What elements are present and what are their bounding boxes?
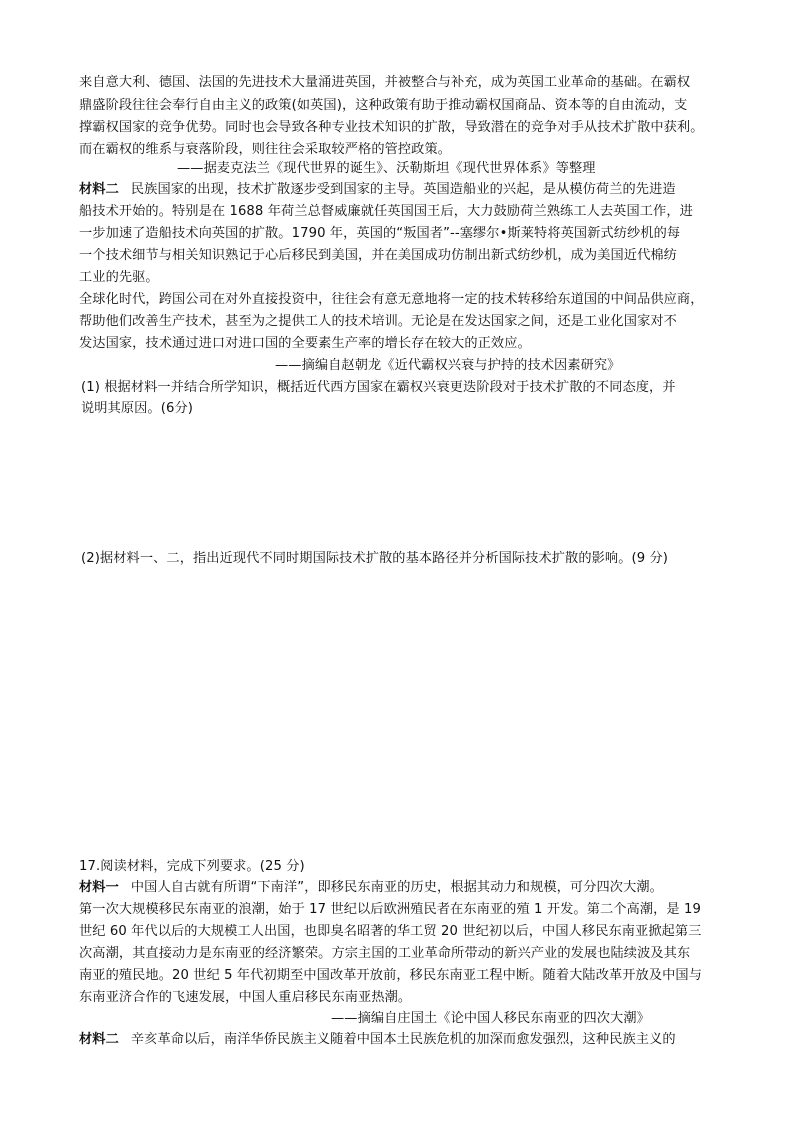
q17-material1-line-6: 东南亚济合作的飞速发展，中国人重启移民东南亚热潮。: [79, 990, 412, 1005]
question-17-heading: 17.阅读材料，完成下列要求。(25 分): [79, 859, 305, 874]
material2-line-1: [79, 180, 676, 200]
material1-line-4: 而在霸权的维系与衰落阶段，则往往会采取较严格的管控政策。: [79, 142, 452, 157]
material1-line-1: 来自意大利、德国、法国的先进技术大量涌进英国，并被整合与补充，成为英国工业革命的基础。在霸权: [79, 75, 691, 90]
question-1-line-2: 说明其原因。(6分): [81, 401, 193, 416]
q17-material2-text-1: 辛亥革命以后，南洋华侨民族主义随着中国本土民族危机的加深而愈发强烈，这种民族主义的: [130, 1032, 676, 1047]
material2-label: 材料二: [79, 182, 119, 197]
material2-source: ——摘编自赵朝龙《近代霸权兴衰与护持的技术因素研究》: [275, 358, 621, 373]
q17-material1-label: 材料一: [79, 880, 119, 895]
material2-text-1: 民族国家的出现，技术扩散逐步受到国家的主导。英国造船业的兴起，是从模仿荷兰的先进造: [130, 182, 676, 197]
material2-line-4: 一个技术细节与相关知识熟记于心后移民到美国，并在美国成功仿制出新式纺纱机，成为美国近代棉纺: [79, 248, 677, 263]
material1-line-3: 撑霸权国家的竞争优势。同时也会导致各种专业技术知识的扩散，导致潜在的竞争对手从技术扩散中获利。: [79, 120, 704, 135]
q17-material1-line-3: 世纪 60 年代以后的大规模工人出国，也即臭名昭著的华工贸 20 世纪初以后，中国人移民东南亚掀起第三: [79, 924, 702, 939]
material2-line-7: 帮助他们改善生产技术，甚至为之提供工人的技术培训。无论是在发达国家之间，还是工业化国家对不: [79, 314, 677, 329]
material2-line-6: 全球化时代，跨国公司在对外直接投资中，往往会有意无意地将一定的技术转移给东道国的中间品供应商，: [79, 292, 704, 307]
material2-line-3: 一步加速了造船技术向英国的扩散。1790 年，英国的“叛国者”--塞缪尔•斯莱特将英国新式纺纱机的每: [79, 226, 681, 241]
q17-material1-line-4: 次高潮，其直接动力是东南亚的经济繁荣。方宗主国的工业革命所带动的新兴产业的发展也陆续波及其东: [79, 946, 691, 961]
material1-source: ——据麦克法兰《现代世界的诞生》、沃勒斯坦《现代世界体系》等整理: [177, 161, 596, 176]
question-2: (2)据材料一、二，指出近现代不同时期国际技术扩散的基本路径并分析国际技术扩散的影响。(9 分): [81, 551, 669, 566]
material2-line-8: 发达国家，技术通过进口对进口国的全要素生产率的增长存在较大的正效应。: [79, 336, 531, 351]
material1-line-2: 鼎盛阶段往往会奉行自由主义的政策(如英国)，这种政策有助于推动霸权国商品、资本等的自由流动，支: [79, 98, 688, 113]
q17-material1-line-1: [79, 878, 663, 898]
q17-material1-source: ——摘编自庄国土《论中国人移民东南亚的四次大潮》: [331, 1011, 650, 1026]
q17-material1-text-1: 中国人自古就有所谓“下南洋”，即移民东南亚的历史，根据其动力和规模，可分四次大潮。: [130, 880, 663, 895]
q17-material2-line-1: [79, 1030, 676, 1050]
question-1-line-1: (1) 根据材料一并结合所学知识，概括近代西方国家在霸权兴衰更迭阶段对于技术扩散的不同态度，并: [81, 380, 676, 395]
q17-material1-line-5: 南亚的殖民地。20 世纪 5 年代初期至中国改革开放前，移民东南亚工程中断。随着大陆改革开放及中国与: [79, 968, 702, 983]
q17-material1-line-2: 第一次大规模移民东南亚的浪潮，始于 17 世纪以后欧洲殖民者在东南亚的殖 1 开发。第二个高潮，是 19: [79, 902, 701, 917]
q17-material2-label: 材料二: [79, 1032, 119, 1047]
material2-line-2: 船技术开始的。特别是在 1688 年荷兰总督威廉就任英国国王后，大力鼓励荷兰熟练工人去英国工作，进: [79, 204, 693, 219]
material2-line-5: 工业的先驱。: [79, 270, 159, 285]
